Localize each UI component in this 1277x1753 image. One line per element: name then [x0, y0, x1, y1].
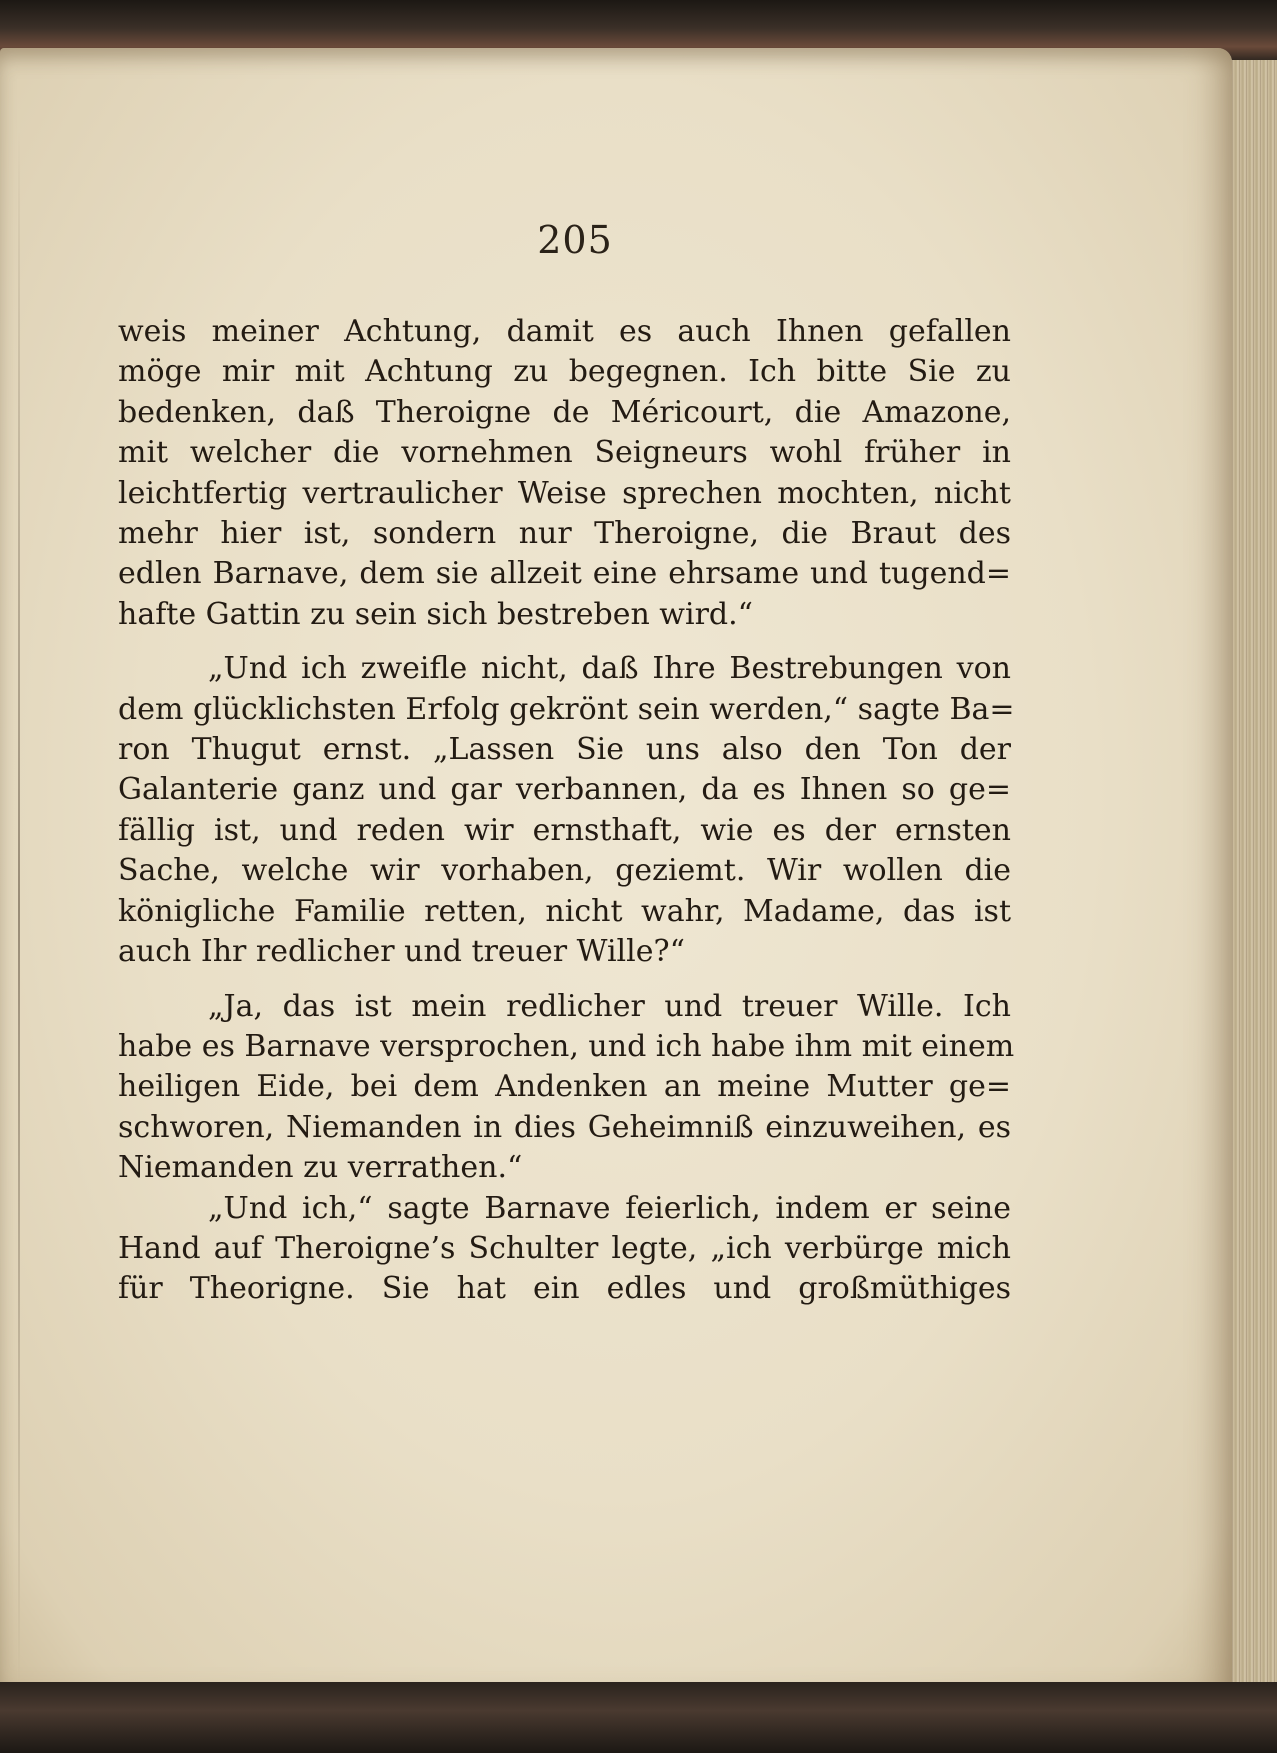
paragraph-gap — [118, 635, 1011, 649]
paragraph-gap — [118, 973, 1011, 987]
paragraph — [118, 1189, 1011, 1310]
book-binding-bottom — [0, 1682, 1277, 1753]
paragraph — [118, 649, 1015, 972]
text-line: leichtfertig vertraulicher Weise sprechen mochten, nicht — [118, 475, 1011, 511]
text-line: bedenken, daß Theroigne de Méricourt, die Amazone, — [118, 394, 1011, 430]
text-line: heiligen Eide, bei dem Andenken an meine Mutter ge= — [118, 1069, 1011, 1105]
text-line: „Ja, das ist mein redlicher und treuer Wille. Ich — [208, 988, 1011, 1024]
text-line: Sache, welche wir vorhaben, geziemt. Wir wollen die — [118, 853, 1011, 889]
text-line: dem glücklichsten Erfolg gekrönt sein werden,“ sagte Ba= — [118, 691, 1015, 727]
text-line: „Und ich zweifle nicht, daß Ihre Bestrebungen von — [208, 651, 1011, 687]
paragraph — [118, 312, 1011, 635]
text-line: fällig ist, und reden wir ernsthaft, wie es der ernsten — [118, 812, 1011, 848]
text-line: ron Thugut ernst. „Lassen Sie uns also den Ton der — [118, 732, 1011, 768]
text-line: königliche Familie retten, nicht wahr, Madame, das ist — [118, 893, 1011, 929]
text-line: hafte Gattin zu sein sich bestreben wird.“ — [118, 596, 753, 632]
text-line: für Theorigne. Sie hat ein edles und großmüthiges — [118, 1271, 1011, 1307]
gutter-shadow — [18, 128, 20, 1688]
text-line: auch Ihr redlicher und treuer Wille?“ — [118, 934, 685, 970]
text-line: schworen, Niemanden in dies Geheimniß einzuweihen, es — [118, 1109, 1011, 1145]
text-line: mehr hier ist, sondern nur Theroigne, die Braut des — [118, 516, 1011, 552]
text-line: mit welcher die vornehmen Seigneurs wohl früher in — [118, 435, 1011, 471]
text-line: möge mir mit Achtung zu begegnen. Ich bitte Sie zu — [118, 354, 1011, 390]
text-line: Hand auf Theroigne’s Schulter legte, „ich verbürge mich — [118, 1230, 1011, 1266]
body-text — [118, 312, 1015, 1310]
text-line: Galanterie ganz und gar verbannen, da es Ihnen so ge= — [118, 772, 1011, 808]
page-number: 205 — [537, 218, 613, 262]
text-line: habe es Barnave versprochen, und ich habe ihm mit einem — [118, 1028, 1015, 1064]
text-line: „Und ich,“ sagte Barnave feierlich, indem er seine — [208, 1190, 1011, 1226]
text-line: weis meiner Achtung, damit es auch Ihnen gefallen — [118, 314, 1011, 349]
text-line: Niemanden zu verrathen.“ — [118, 1150, 523, 1186]
text-line: edlen Barnave, dem sie allzeit eine ehrsame und tugend= — [118, 556, 1011, 592]
paragraph — [118, 987, 1015, 1189]
